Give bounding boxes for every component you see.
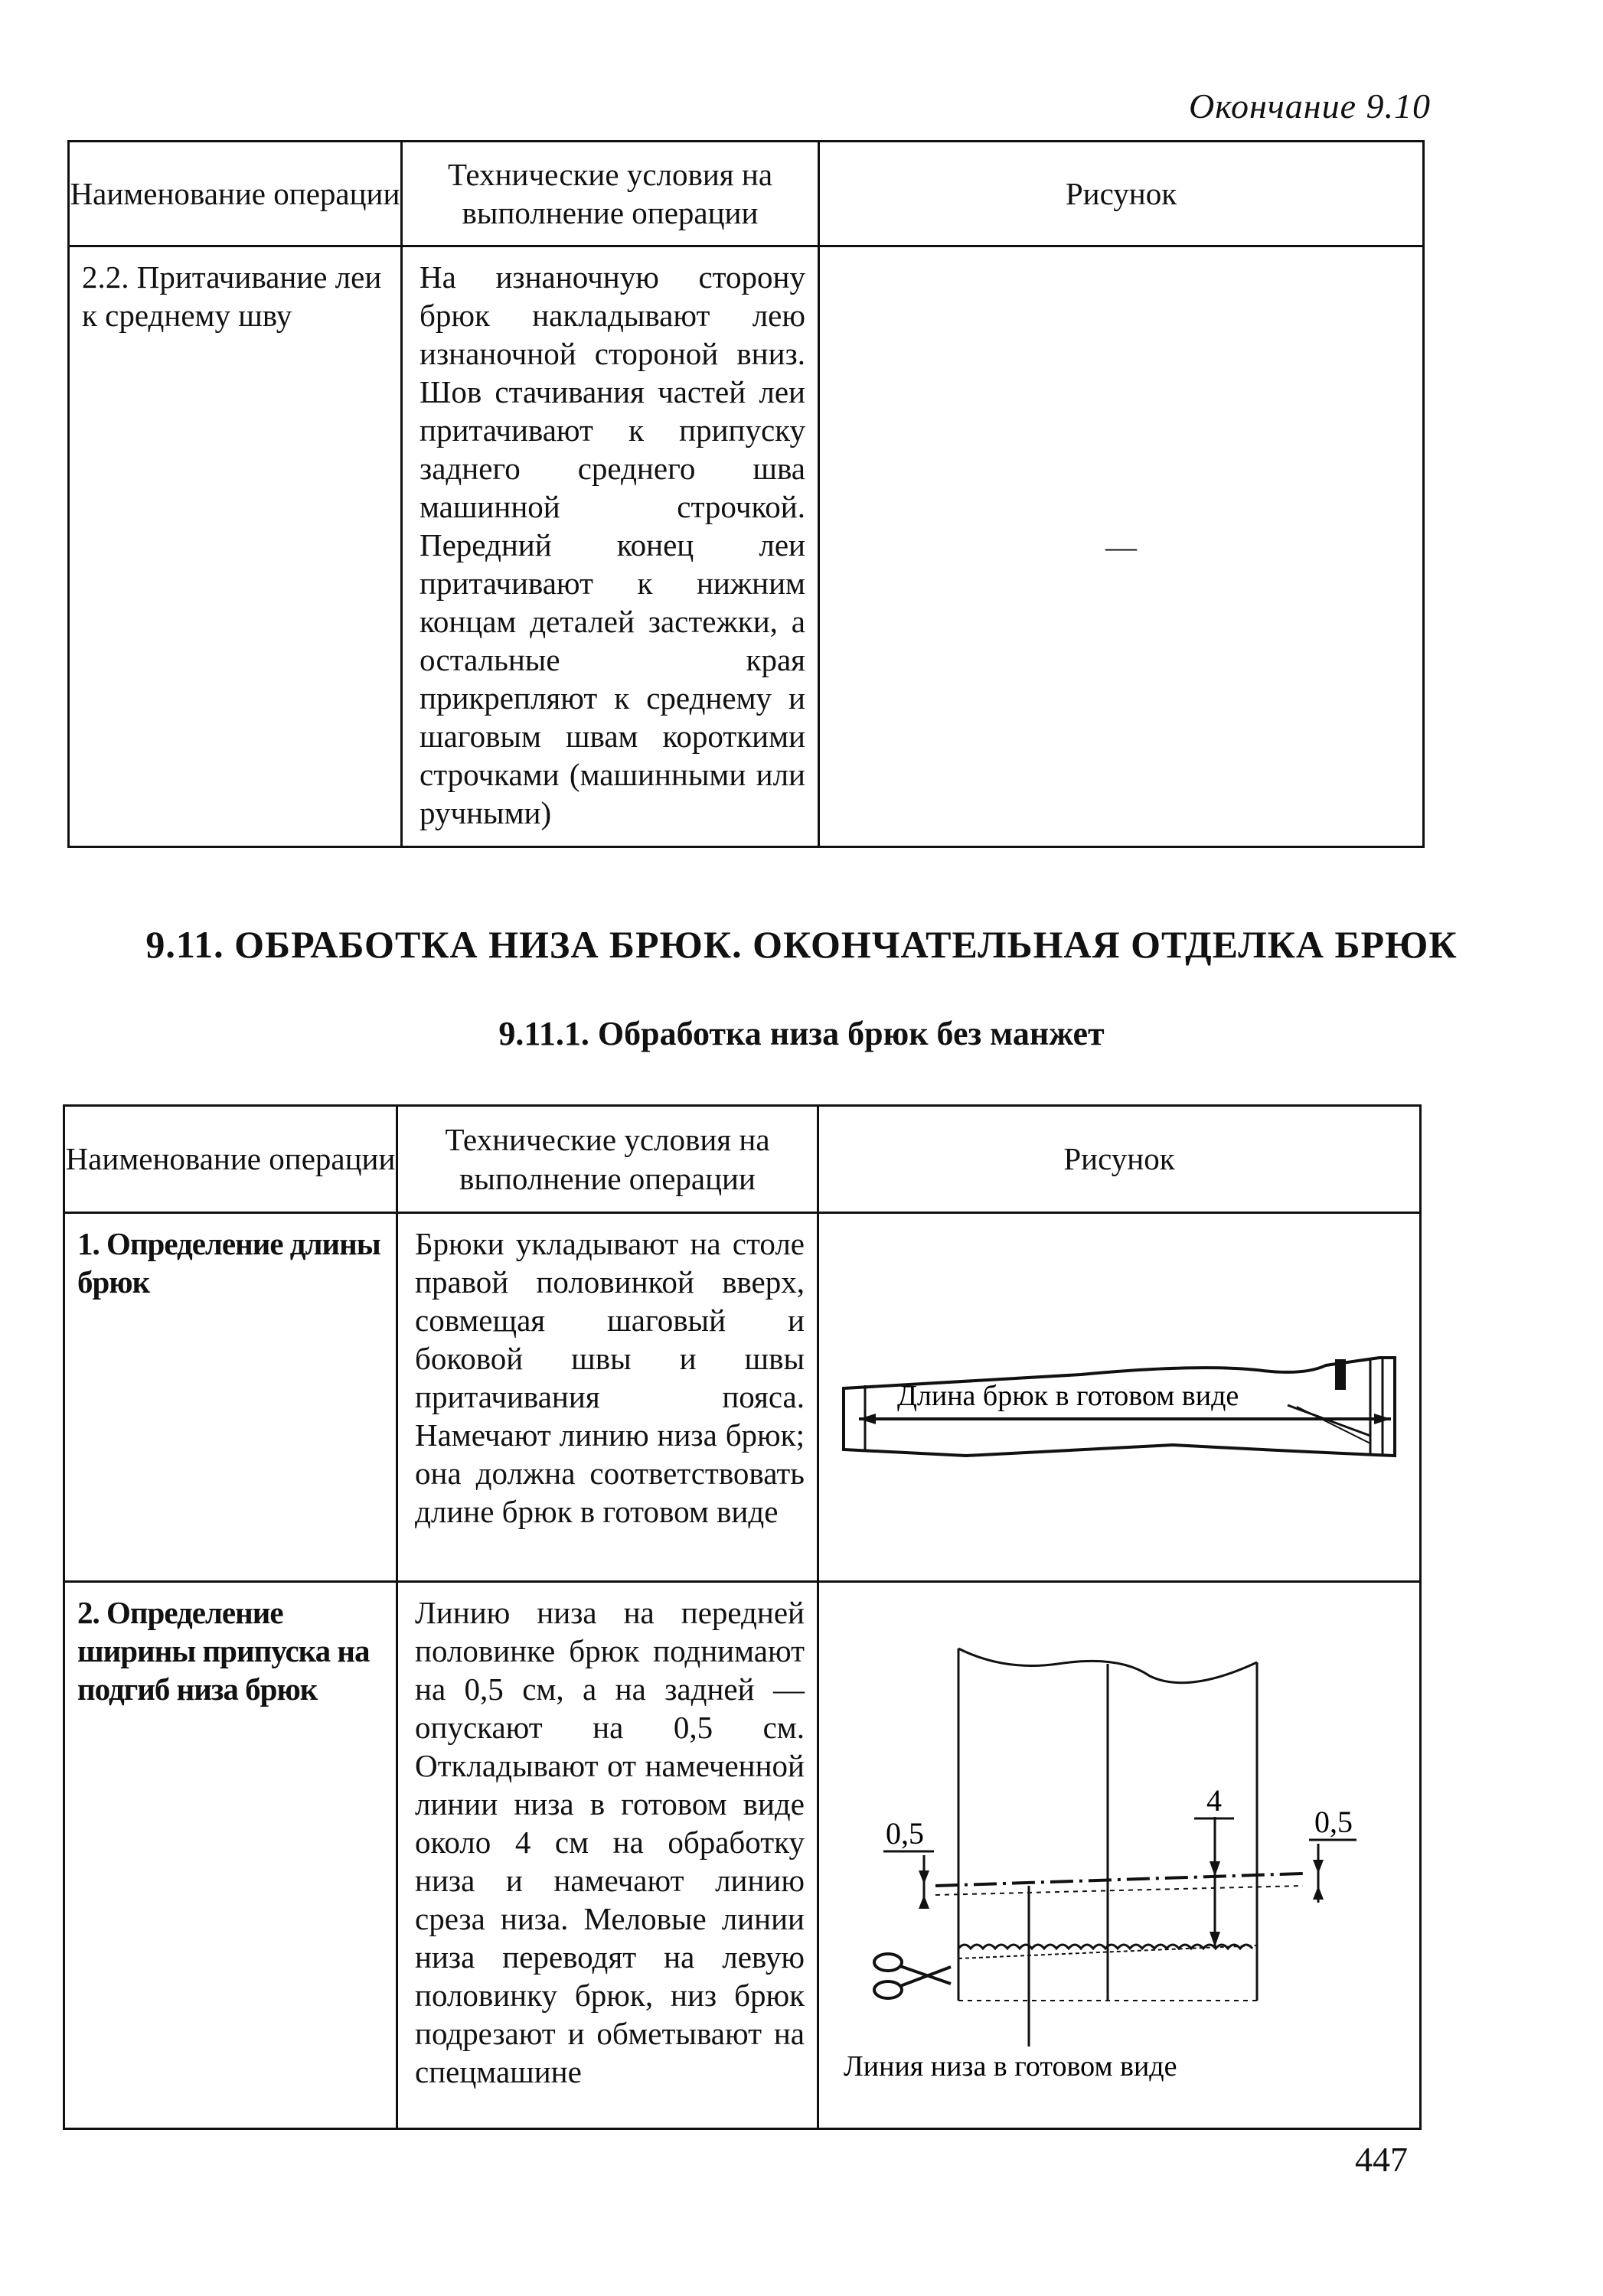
continuation-note: Окончание 9.10: [1189, 86, 1431, 126]
operation-name: 1. Определение длины брюк: [64, 1213, 397, 1582]
scissors-icon: [874, 1954, 951, 1998]
table-row: [69, 246, 1424, 847]
section-title: 9.11. ОБРАБОТКА НИЗА БРЮК. ОКОНЧАТЕЛЬНАЯ ОТДЕЛКА БРЮК: [145, 923, 1458, 966]
column-header-conditions: Технические условия на выполнение операции: [397, 1106, 818, 1213]
dimension-left-label: 0,5: [886, 1816, 924, 1851]
operation-conditions: На изнаночную сторону брюк накладывают лею изнаночной стороной вниз. Шов стачивания частей леи притачивают к припуску заднего среднего шва машинной строчкой. Передний конец леи притачивают к нижним концам деталей застежки, а остальные края прикрепляют к среднему и шаговым швам короткими строчками (машинными или ручными): [402, 246, 819, 847]
figure-label-length: Длина брюк в готовом виде: [897, 1379, 1239, 1412]
figure-caption-hem-line: Линия низа в готовом виде: [844, 2050, 1177, 2082]
figure-hem-allowance: [818, 1582, 1421, 2129]
table-header-row: [64, 1106, 1421, 1213]
operation-name: 2. Определение ширины припуска на подгиб низа брюк: [64, 1582, 397, 2129]
figure-placeholder: —: [819, 246, 1424, 847]
column-header-conditions: Технические условия на выполнение операции: [402, 142, 819, 246]
operation-conditions: Брюки укладывают на столе правой половинкой вверх, совмещая шаговый и боковой швы и швы притачивания пояса. Намечают линию низа брюк; она должна соответствовать длине брюк в готовом виде: [397, 1213, 818, 1582]
table-header-row: [69, 142, 1424, 246]
page-number: 447: [1355, 2140, 1408, 2179]
subsection-title: 9.11.1. Обработка низа брюк без манжет: [498, 1015, 1105, 1052]
table-row: [64, 1213, 1421, 1582]
column-header-name: Наименование операции: [69, 142, 402, 246]
operations-table-continued: [67, 140, 1425, 848]
column-header-figure: Рисунок: [819, 142, 1424, 246]
column-header-name: Наименование операции: [64, 1106, 397, 1213]
operation-name: 2.2. Притачивание леи к среднему шву: [69, 246, 402, 847]
column-header-figure: Рисунок: [818, 1106, 1421, 1213]
dimension-right-label: 0,5: [1314, 1805, 1353, 1839]
dimension-middle-label: 4: [1206, 1783, 1222, 1818]
trouser-length-diagram: [828, 1321, 1410, 1474]
hem-allowance-diagram: [828, 1618, 1410, 2092]
table-row: [64, 1582, 1421, 2129]
operation-conditions: Линию низа на передней половинке брюк поднимают на 0,5 см, а на задней — опускают на 0,5 см. Откладывают от намеченной линии низа в готовом виде около 4 см на обработку низа и намечают линию среза низа. Меловые линии низа переводят на левую половинку брюк, низ брюк подрезают и обметывают на спецмашине: [397, 1582, 818, 2129]
operations-table: [63, 1104, 1422, 2130]
figure-trouser-length: [818, 1213, 1421, 1582]
